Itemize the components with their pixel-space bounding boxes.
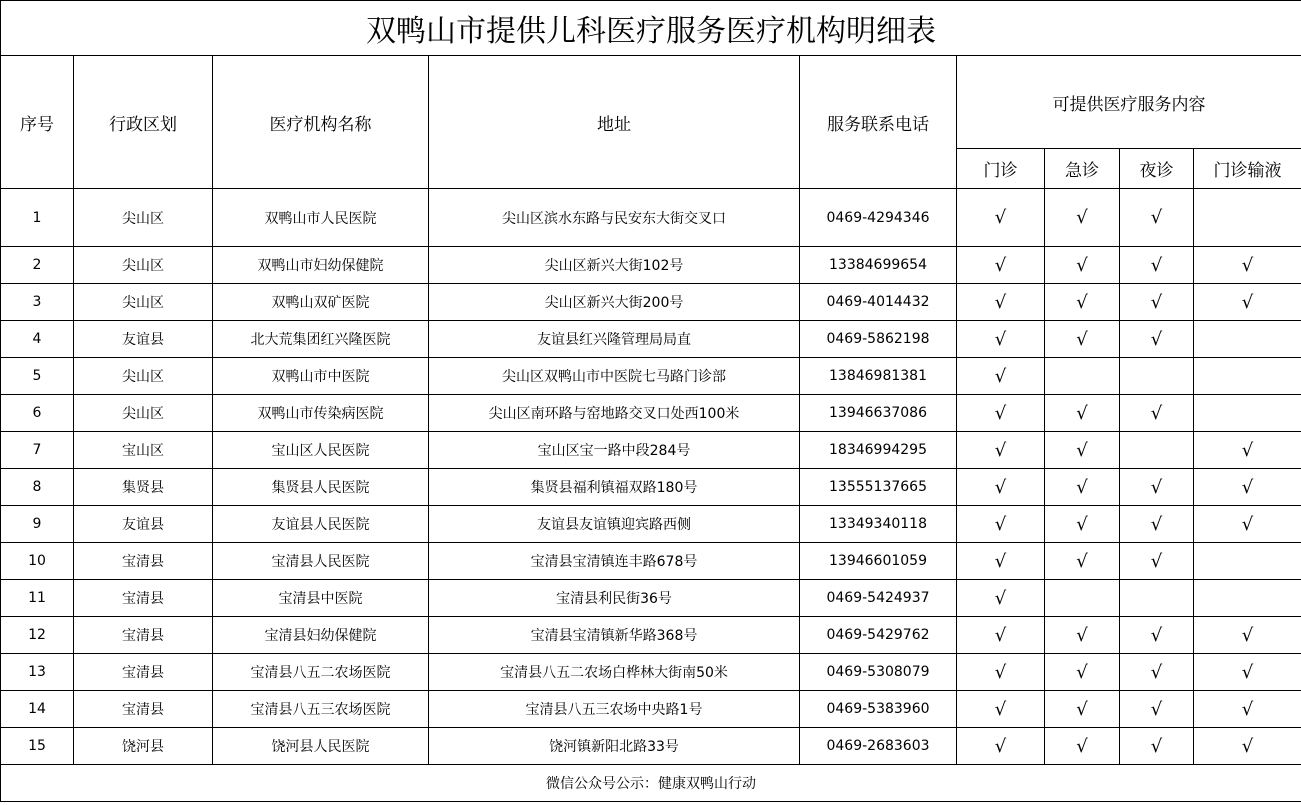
- cell-district: 宝清县: [74, 580, 213, 617]
- cell-phone: 0469-5862198: [800, 321, 957, 358]
- cell-phone: 0469-4294346: [800, 189, 957, 247]
- cell-address: 宝清县利民街36号: [429, 580, 800, 617]
- cell-night: √: [1120, 654, 1194, 691]
- cell-infusion: [1194, 580, 1301, 617]
- cell-outpatient: √: [957, 358, 1045, 395]
- table-row: [1, 395, 1301, 432]
- cell-district: 尖山区: [74, 247, 213, 284]
- cell-emergency: √: [1045, 469, 1120, 506]
- cell-seq: 9: [1, 506, 74, 543]
- cell-night: √: [1120, 543, 1194, 580]
- cell-institution-name: 友谊县人民医院: [213, 506, 429, 543]
- cell-night: √: [1120, 469, 1194, 506]
- header-emergency: 急诊: [1045, 149, 1120, 189]
- cell-seq: 2: [1, 247, 74, 284]
- cell-seq: 3: [1, 284, 74, 321]
- cell-institution-name: 双鸭山市中医院: [213, 358, 429, 395]
- cell-institution-name: 宝清县人民医院: [213, 543, 429, 580]
- cell-outpatient: √: [957, 654, 1045, 691]
- cell-emergency: √: [1045, 321, 1120, 358]
- cell-emergency: √: [1045, 691, 1120, 728]
- cell-night: √: [1120, 247, 1194, 284]
- cell-district: 友谊县: [74, 506, 213, 543]
- cell-infusion: √: [1194, 432, 1301, 469]
- cell-emergency: √: [1045, 395, 1120, 432]
- header-address: 地址: [429, 56, 800, 189]
- cell-district: 宝清县: [74, 691, 213, 728]
- cell-phone: 0469-5308079: [800, 654, 957, 691]
- cell-institution-name: 宝清县八五三农场医院: [213, 691, 429, 728]
- table-row: [1, 617, 1301, 654]
- cell-institution-name: 双鸭山市妇幼保健院: [213, 247, 429, 284]
- cell-infusion: [1194, 189, 1301, 247]
- cell-night: √: [1120, 728, 1194, 765]
- cell-emergency: √: [1045, 506, 1120, 543]
- cell-infusion: √: [1194, 247, 1301, 284]
- cell-seq: 1: [1, 189, 74, 247]
- header-phone: 服务联系电话: [800, 56, 957, 189]
- cell-outpatient: √: [957, 580, 1045, 617]
- cell-address: 友谊县友谊镇迎宾路西侧: [429, 506, 800, 543]
- cell-outpatient: √: [957, 469, 1045, 506]
- cell-address: 尖山区新兴大街200号: [429, 284, 800, 321]
- cell-institution-name: 双鸭山市传染病医院: [213, 395, 429, 432]
- table-row: [1, 321, 1301, 358]
- cell-seq: 7: [1, 432, 74, 469]
- cell-phone: 13946637086: [800, 395, 957, 432]
- cell-address: 集贤县福利镇福双路180号: [429, 469, 800, 506]
- cell-seq: 13: [1, 654, 74, 691]
- cell-outpatient: √: [957, 691, 1045, 728]
- cell-outpatient: √: [957, 321, 1045, 358]
- cell-infusion: [1194, 358, 1301, 395]
- table-title: 双鸭山市提供儿科医疗服务医疗机构明细表: [1, 1, 1301, 56]
- cell-emergency: √: [1045, 189, 1120, 247]
- cell-infusion: √: [1194, 284, 1301, 321]
- cell-phone: 0469-5429762: [800, 617, 957, 654]
- cell-phone: 13349340118: [800, 506, 957, 543]
- cell-night: [1120, 358, 1194, 395]
- cell-phone: 0469-2683603: [800, 728, 957, 765]
- cell-seq: 6: [1, 395, 74, 432]
- header-infusion: 门诊输液: [1194, 149, 1301, 189]
- cell-seq: 15: [1, 728, 74, 765]
- cell-night: √: [1120, 284, 1194, 321]
- cell-institution-name: 宝清县中医院: [213, 580, 429, 617]
- cell-phone: 13946601059: [800, 543, 957, 580]
- cell-address: 饶河镇新阳北路33号: [429, 728, 800, 765]
- cell-address: 尖山区滨水东路与民安东大街交叉口: [429, 189, 800, 247]
- cell-district: 集贤县: [74, 469, 213, 506]
- footer-note: 微信公众号公示：健康双鸭山行动: [1, 765, 1301, 802]
- cell-address: 尖山区双鸭山市中医院七马路门诊部: [429, 358, 800, 395]
- cell-district: 宝清县: [74, 543, 213, 580]
- table-row: [1, 432, 1301, 469]
- cell-phone: 0469-5383960: [800, 691, 957, 728]
- cell-phone: 13384699654: [800, 247, 957, 284]
- cell-institution-name: 宝清县八五二农场医院: [213, 654, 429, 691]
- cell-infusion: [1194, 543, 1301, 580]
- cell-seq: 5: [1, 358, 74, 395]
- cell-district: 友谊县: [74, 321, 213, 358]
- cell-district: 尖山区: [74, 358, 213, 395]
- table-row: [1, 580, 1301, 617]
- cell-institution-name: 宝山区人民医院: [213, 432, 429, 469]
- cell-district: 宝清县: [74, 654, 213, 691]
- cell-address: 友谊县红兴隆管理局局直: [429, 321, 800, 358]
- cell-outpatient: √: [957, 617, 1045, 654]
- table-row: [1, 728, 1301, 765]
- cell-night: [1120, 580, 1194, 617]
- cell-phone: 13555137665: [800, 469, 957, 506]
- cell-district: 宝清县: [74, 617, 213, 654]
- cell-infusion: √: [1194, 617, 1301, 654]
- cell-phone: 0469-5424937: [800, 580, 957, 617]
- cell-infusion: √: [1194, 728, 1301, 765]
- cell-night: [1120, 432, 1194, 469]
- header-district: 行政区划: [74, 56, 213, 189]
- table-row: [1, 247, 1301, 284]
- cell-night: √: [1120, 691, 1194, 728]
- cell-address: 尖山区南环路与窑地路交叉口处西100米: [429, 395, 800, 432]
- cell-district: 饶河县: [74, 728, 213, 765]
- cell-seq: 10: [1, 543, 74, 580]
- cell-emergency: √: [1045, 432, 1120, 469]
- cell-seq: 12: [1, 617, 74, 654]
- cell-outpatient: √: [957, 247, 1045, 284]
- cell-emergency: [1045, 580, 1120, 617]
- cell-outpatient: √: [957, 432, 1045, 469]
- cell-address: 宝清县宝清镇连丰路678号: [429, 543, 800, 580]
- cell-outpatient: √: [957, 189, 1045, 247]
- table-row: [1, 358, 1301, 395]
- cell-infusion: √: [1194, 691, 1301, 728]
- cell-night: √: [1120, 617, 1194, 654]
- table-row: [1, 543, 1301, 580]
- cell-institution-name: 宝清县妇幼保健院: [213, 617, 429, 654]
- cell-emergency: √: [1045, 654, 1120, 691]
- cell-institution-name: 集贤县人民医院: [213, 469, 429, 506]
- cell-address: 宝清县宝清镇新华路368号: [429, 617, 800, 654]
- cell-emergency: √: [1045, 543, 1120, 580]
- cell-seq: 8: [1, 469, 74, 506]
- cell-infusion: [1194, 395, 1301, 432]
- cell-night: √: [1120, 506, 1194, 543]
- cell-district: 尖山区: [74, 284, 213, 321]
- cell-institution-name: 双鸭山双矿医院: [213, 284, 429, 321]
- cell-seq: 11: [1, 580, 74, 617]
- header-seq: 序号: [1, 56, 74, 189]
- cell-outpatient: √: [957, 395, 1045, 432]
- cell-night: √: [1120, 321, 1194, 358]
- cell-emergency: √: [1045, 247, 1120, 284]
- cell-night: √: [1120, 189, 1194, 247]
- header-outpatient: 门诊: [957, 149, 1045, 189]
- cell-phone: 18346994295: [800, 432, 957, 469]
- cell-district: 宝山区: [74, 432, 213, 469]
- header-services: 可提供医疗服务内容: [957, 56, 1301, 149]
- cell-address: 宝清县八五二农场白桦林大街南50米: [429, 654, 800, 691]
- cell-infusion: √: [1194, 469, 1301, 506]
- cell-emergency: [1045, 358, 1120, 395]
- table-row: [1, 189, 1301, 247]
- cell-seq: 14: [1, 691, 74, 728]
- cell-emergency: √: [1045, 728, 1120, 765]
- cell-outpatient: √: [957, 728, 1045, 765]
- cell-phone: 13846981381: [800, 358, 957, 395]
- cell-institution-name: 饶河县人民医院: [213, 728, 429, 765]
- header-night: 夜诊: [1120, 149, 1194, 189]
- cell-address: 尖山区新兴大街102号: [429, 247, 800, 284]
- cell-outpatient: √: [957, 506, 1045, 543]
- cell-emergency: √: [1045, 617, 1120, 654]
- table-row: [1, 469, 1301, 506]
- cell-district: 尖山区: [74, 395, 213, 432]
- cell-address: 宝清县八五三农场中央路1号: [429, 691, 800, 728]
- cell-seq: 4: [1, 321, 74, 358]
- cell-district: 尖山区: [74, 189, 213, 247]
- table-row: [1, 506, 1301, 543]
- cell-outpatient: √: [957, 284, 1045, 321]
- table-row: [1, 691, 1301, 728]
- cell-infusion: √: [1194, 506, 1301, 543]
- cell-outpatient: √: [957, 543, 1045, 580]
- cell-phone: 0469-4014432: [800, 284, 957, 321]
- cell-institution-name: 北大荒集团红兴隆医院: [213, 321, 429, 358]
- table-row: [1, 654, 1301, 691]
- cell-night: √: [1120, 395, 1194, 432]
- cell-infusion: √: [1194, 654, 1301, 691]
- cell-institution-name: 双鸭山市人民医院: [213, 189, 429, 247]
- cell-infusion: [1194, 321, 1301, 358]
- table-row: [1, 284, 1301, 321]
- cell-address: 宝山区宝一路中段284号: [429, 432, 800, 469]
- header-name: 医疗机构名称: [213, 56, 429, 189]
- cell-emergency: √: [1045, 284, 1120, 321]
